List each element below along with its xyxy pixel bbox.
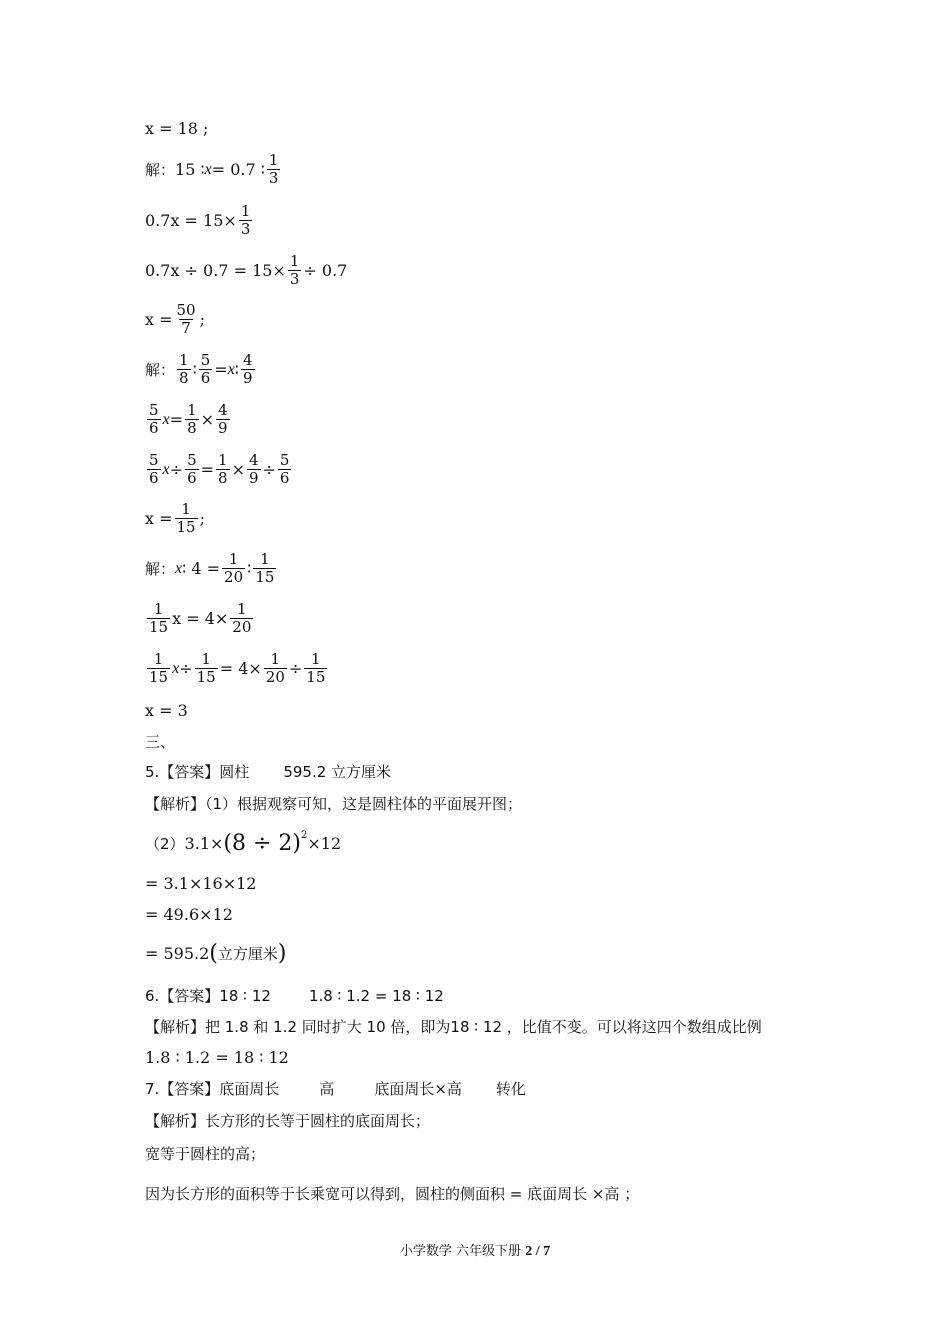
q6-answer: 6.【答案】18 ∶ 12 1.8 ∶ 1.2 = 18 ∶ 12 — [145, 987, 444, 1005]
q5-step-3: = 3.1×16×12 — [145, 874, 257, 893]
eq-b1: 解： $\frac{1}{8}$ ∶ $\frac{5}{6}$ = x ∶ $\frac{4}{9}$ — [145, 351, 253, 387]
q6-analysis: 【解析】把 1.8 和 1.2 同时扩大 10 倍，即为18 ∶ 12 ，比值不变。可以将这四个数组成比例 — [145, 1018, 762, 1036]
eq-b2: $\frac{5}{6}$ x = $\frac{1}{8}$ × $\frac{4}{9}$ — [149, 401, 228, 437]
section-3-heading: 三、 — [145, 733, 176, 751]
eq-a3: 0.7x ÷ 0.7 = 15× $\frac{1}{3}$ ÷ 0.7 — [145, 252, 348, 288]
eq-c1: 解： x ∶ 4 = $\frac{1}{20}$ ∶ $\frac{1}{15}$ — [145, 550, 275, 586]
q7-line-2: 宽等于圆柱的高； — [145, 1145, 266, 1163]
page-footer: 小学数学 六年级下册 2 / 7 — [399, 1244, 551, 1259]
q5-answer: 5.【答案】圆柱 595.2 立方厘米 — [145, 763, 392, 781]
q5-analysis: 【解析】（1）根据观察可知，这是圆柱体的平面展开图； — [145, 795, 523, 813]
eq-c2: $\frac{1}{15}$ x = 4× $\frac{1}{20}$ — [149, 600, 252, 636]
q7-line-3: 因为长方形的面积等于长乘宽可以得到，圆柱的侧面积 = 底面周长 ×高 ； — [145, 1185, 640, 1203]
eq-x-3: x = 3 — [145, 701, 188, 720]
eq-a2: 0.7x = 15× $\frac{1}{3}$ — [145, 202, 251, 238]
eq-b3: $\frac{5}{6}$ x ÷ $\frac{5}{6}$ = $\frac{1}{8}$ × $\frac{4}{9}$ ÷ $\frac{5}{6}$ — [149, 451, 290, 487]
q5-step-2: （2） 3.1× (8 ÷ 2) $^2$ ×12 — [145, 830, 342, 856]
q7-analysis: 【解析】长方形的长等于圆柱的底面周长； — [145, 1112, 431, 1130]
page-number: 2 / 7 — [525, 1244, 551, 1259]
eq-b4: x = $\frac{1}{15}$ ; — [145, 500, 205, 536]
eq-x-18: x = 18 ; — [145, 119, 209, 138]
eq-c3: $\frac{1}{15}$ x ÷ $\frac{1}{15}$ = 4× $\frac{1}{20}$ ÷ $\frac{1}{15}$ — [149, 650, 326, 686]
eq-a1: 解： 15 ∶ x = 0.7 ∶ $\frac{1}{3}$ — [145, 151, 279, 187]
q6-proportion: 1.8 ∶ 1.2 = 18 ∶ 12 — [145, 1048, 289, 1067]
eq-a4: x = $\frac{50}{7}$ ; — [145, 301, 205, 337]
q5-step-4: = 49.6×12 — [145, 905, 233, 924]
q7-answer: 7.【答案】底面周长 高 底面周长×高 转化 — [145, 1080, 526, 1098]
q5-step-5: = 595.2 ( 立方厘米 ) — [145, 941, 287, 966]
